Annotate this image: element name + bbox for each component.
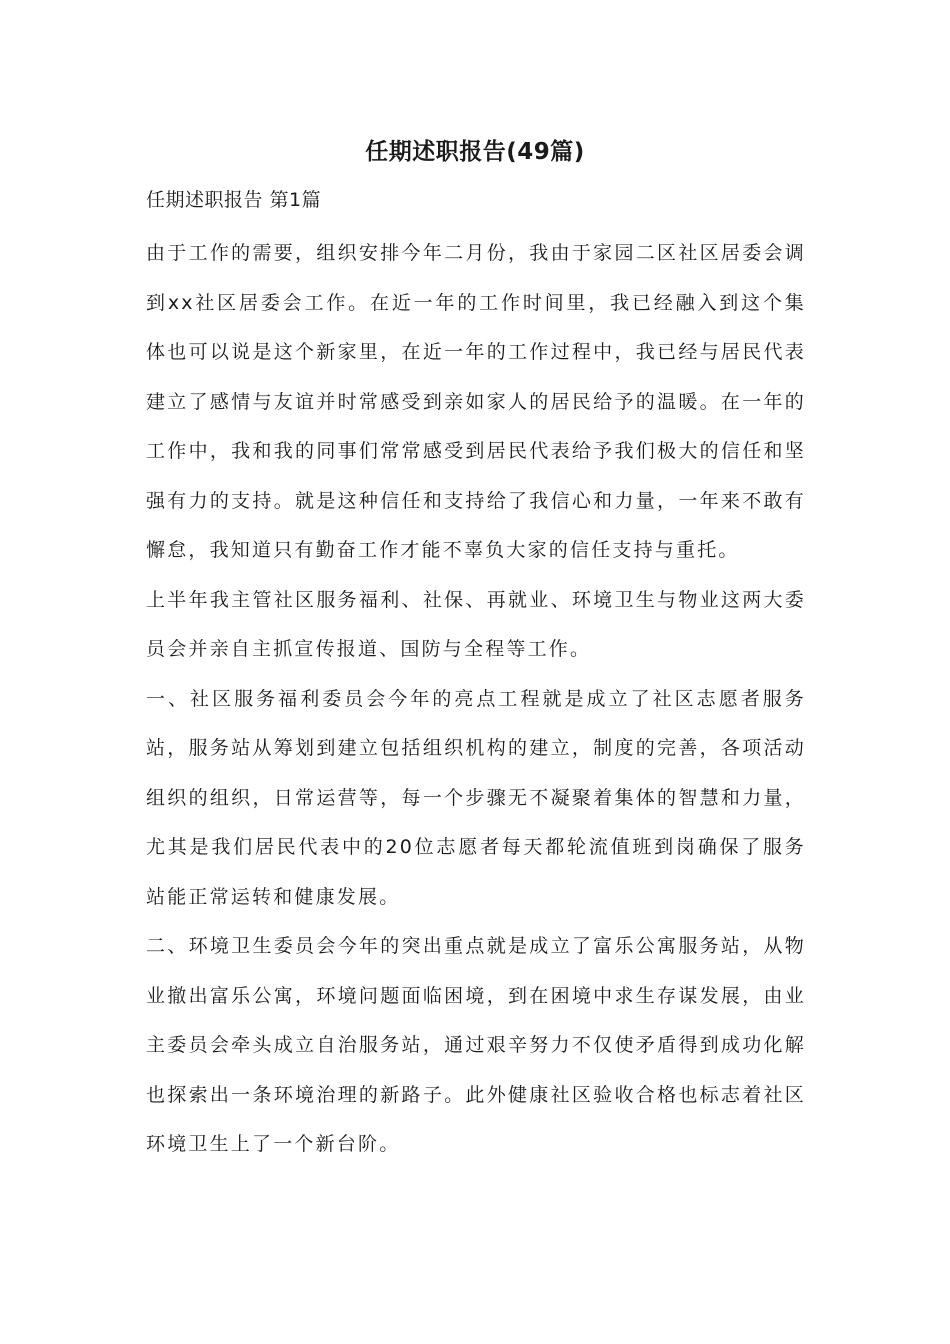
paragraph-intro: 由于工作的需要，组织安排今年二月份，我由于家园二区社区居委会调到xx社区居委会工作。在近一年的工作时间里，我已经融入到这个集体也可以说是这个新家里，在近一年的工作过程中，我已经与居民代表建立了感情与友谊并时常感受到亲如家人的居民给予的温暖。在一年的工作中，我和我的同事们常常感受到居民代表给予我们极大的信任和坚强有力的支持。就是这种信任和支持给了我信心和力量，一年来不敢有懈怠，我知道只有勤奋工作才能不辜负大家的信任支持与重托。 (146, 242, 806, 561)
paragraph-service-welfare: 一、社区服务福利委员会今年的亮点工程就是成立了社区志愿者服务站，服务站从筹划到建立包括组织机构的建立，制度的完善，各项活动组织的组织，日常运营等，每一个步骤无不凝聚着集体的智慧和力量，尤其是我们居民代表中的20位志愿者每天都轮流值班到岗确保了服务站能正常运转和健康发展。 (146, 687, 806, 908)
document-title: 任期述职报告(49篇) (365, 139, 585, 165)
paragraph-environment: 二、环境卫生委员会今年的突出重点就是成立了富乐公寓服务站，从物业撤出富乐公寓，环境问题面临困境，到在困境中求生存谋发展，由业主委员会牵头成立自治服务站，通过艰辛努力不仅使矛盾得到成功化解也探索出一条环境治理的新路子。此外健康社区验收合格也标志着社区环境卫生上了一个新台阶。 (146, 935, 806, 1155)
section-heading: 任期述职报告 第1篇 (146, 189, 322, 211)
paragraph-responsibilities: 上半年我主管社区服务福利、社保、再就业、环境卫生与物业这两大委员会并亲自主抓宣传报道、国防与全程等工作。 (146, 588, 806, 660)
document-body (146, 229, 806, 1170)
